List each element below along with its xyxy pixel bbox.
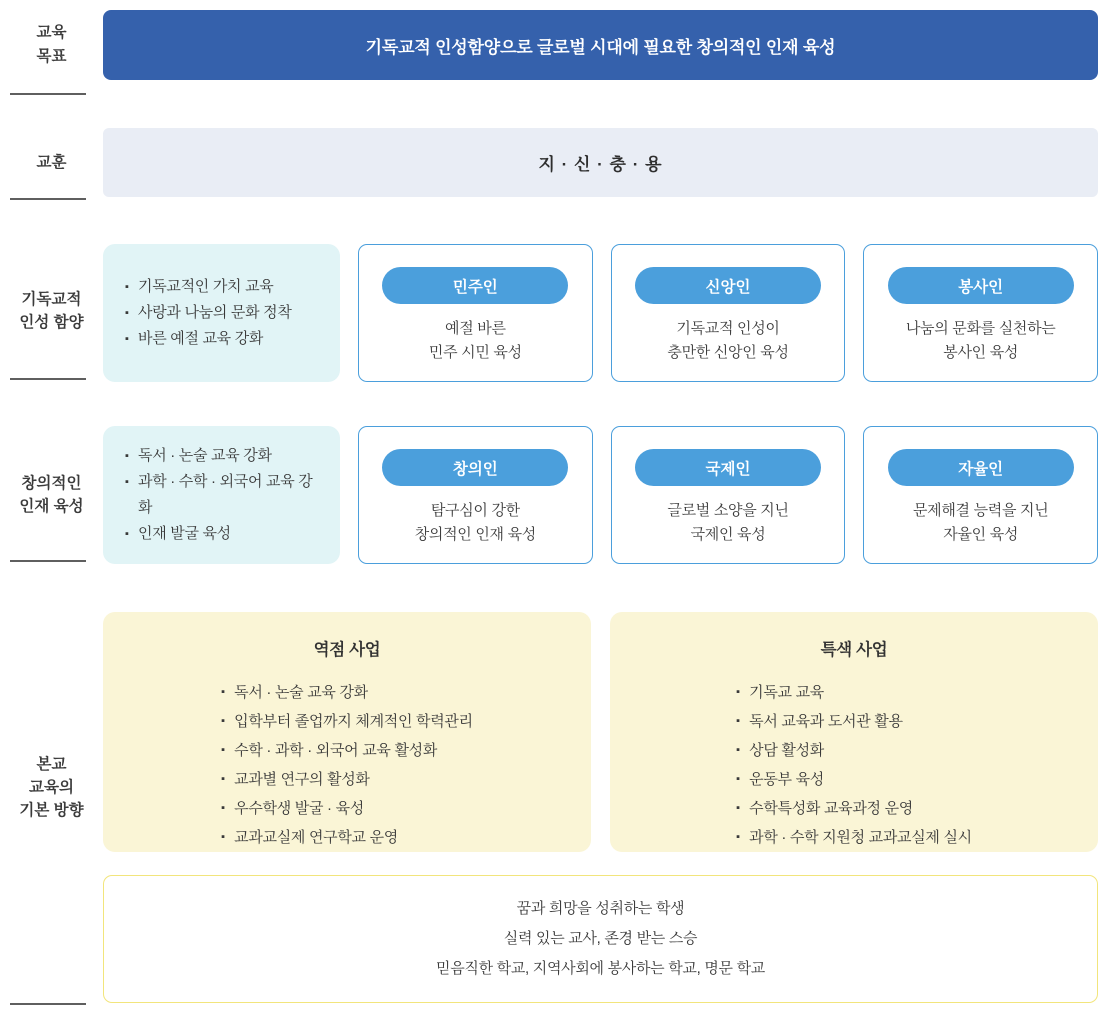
bullet-item: ▪ 교과교실제 연구학교 운영 xyxy=(221,823,473,852)
side-label-education-goal xyxy=(0,0,103,95)
persona-pill: 창의인 xyxy=(382,449,568,486)
bullet-item: ▪ 독서 교육과 도서관 활용 xyxy=(736,707,972,736)
persona-description xyxy=(612,317,845,365)
key-projects-title: 역점 사업 xyxy=(313,641,381,659)
goal-main xyxy=(103,0,1100,95)
creative-talent-strategies-box xyxy=(103,426,340,564)
section-basic-direction xyxy=(0,562,1100,1005)
side-label-basic-direction xyxy=(0,562,103,1005)
section-divider xyxy=(10,1003,86,1005)
creative-talent-main xyxy=(103,380,1100,562)
persona-card xyxy=(611,244,846,382)
persona-description-line: 기독교적 인성이 xyxy=(676,320,780,337)
bullet-item: ▪ 수학 · 과학 · 외국어 교육 활성화 xyxy=(221,736,473,765)
persona-pill: 자율인 xyxy=(888,449,1074,486)
bullet-item: ▪ 운동부 육성 xyxy=(736,765,972,794)
persona-description-line: 문제해결 능력을 지닌 xyxy=(912,502,1049,519)
bullet-item: ▪ 입학부터 졸업까지 체계적인 학력관리 xyxy=(221,707,473,736)
persona-pill: 봉사인 xyxy=(888,267,1074,304)
persona-pill: 국제인 xyxy=(635,449,821,486)
vision-line: 꿈과 희망을 성취하는 학생 xyxy=(516,900,685,917)
side-label-motto xyxy=(0,95,103,200)
side-label-line: 본교 xyxy=(36,755,67,773)
persona-card xyxy=(358,426,593,564)
bullet-item: ▪ 바른 예절 교육 강화 xyxy=(125,326,326,352)
side-label-line: 교육 xyxy=(36,24,67,42)
persona-description xyxy=(864,317,1097,365)
bullet-item: ▪ 상담 활성화 xyxy=(736,736,972,765)
persona-card xyxy=(358,244,593,382)
section-creative-talent xyxy=(0,380,1100,562)
persona-card xyxy=(863,244,1098,382)
section-character-education xyxy=(0,200,1100,380)
persona-description-line: 나눔의 문화를 실천하는 xyxy=(905,320,1056,337)
persona-description-line: 충만한 신앙인 육성 xyxy=(667,344,789,361)
strategy-bullet-list xyxy=(125,274,326,352)
side-label-character-education xyxy=(0,200,103,380)
side-label-creative-talent xyxy=(0,380,103,562)
strategy-bullet-list xyxy=(125,443,326,547)
special-projects-box xyxy=(610,612,1098,852)
persona-description-line: 글로벌 소양을 지닌 xyxy=(667,502,789,519)
persona-card xyxy=(611,426,846,564)
persona-pill: 신앙인 xyxy=(635,267,821,304)
vision-statement-box xyxy=(103,875,1098,1003)
special-projects-title: 특색 사업 xyxy=(820,641,888,659)
project-boxes-row xyxy=(103,612,1098,852)
persona-pill: 민주인 xyxy=(382,267,568,304)
motto-main xyxy=(103,95,1100,200)
bullet-item: ▪ 교과별 연구의 활성화 xyxy=(221,765,473,794)
bullet-item: ▪ 기독교적인 가치 교육 xyxy=(125,274,326,300)
bullet-item: ▪ 사랑과 나눔의 문화 정착 xyxy=(125,300,326,326)
bullet-item: ▪ 과학 · 수학 · 외국어 교육 강화 xyxy=(125,469,326,521)
persona-description-line: 예절 바른 xyxy=(445,320,506,337)
persona-description-line: 창의적인 인재 육성 xyxy=(414,526,536,543)
section-education-goal xyxy=(0,0,1100,95)
persona-description-line: 민주 시민 육성 xyxy=(428,344,522,361)
side-label-line: 교훈 xyxy=(36,153,67,171)
vision-line: 믿음직한 학교, 지역사회에 봉사하는 학교, 명문 학교 xyxy=(436,960,765,977)
bullet-item: ▪ 독서 · 논술 교육 강화 xyxy=(221,678,473,707)
bullet-item: ▪ 수학특성화 교육과정 운영 xyxy=(736,794,972,823)
persona-description-line: 봉사인 육성 xyxy=(943,344,1019,361)
persona-description xyxy=(359,317,592,365)
persona-card xyxy=(863,426,1098,564)
character-education-strategies-box xyxy=(103,244,340,382)
side-label-line: 기독교적 xyxy=(21,290,82,308)
key-projects-box xyxy=(103,612,591,852)
bullet-item: ▪ 독서 · 논술 교육 강화 xyxy=(125,443,326,469)
side-label-line: 목표 xyxy=(36,47,67,65)
character-education-main xyxy=(103,200,1100,380)
special-projects-list xyxy=(736,678,972,852)
bullet-item: ▪ 과학 · 수학 지원청 교과교실제 실시 xyxy=(736,823,972,852)
bullet-item: ▪ 기독교 교육 xyxy=(736,678,972,707)
vision-line: 실력 있는 교사, 존경 받는 스승 xyxy=(503,930,698,947)
section-motto xyxy=(0,95,1100,200)
bullet-item: ▪ 우수학생 발굴 · 육성 xyxy=(221,794,473,823)
persona-description-line: 국제인 육성 xyxy=(690,526,766,543)
basic-direction-main xyxy=(103,562,1100,1005)
side-label-line: 창의적인 xyxy=(21,474,82,492)
persona-description xyxy=(864,499,1097,547)
side-label-line: 인성 함양 xyxy=(19,314,84,331)
creative-talent-cards xyxy=(103,426,1098,564)
persona-description-line: 자율인 육성 xyxy=(943,526,1019,543)
side-label-line: 기본 방향 xyxy=(19,802,84,820)
persona-description-line: 탐구심이 강한 xyxy=(430,502,520,519)
persona-description xyxy=(359,499,592,547)
side-label-line: 인재 육성 xyxy=(19,498,84,515)
school-motto-bar: 지 · 신 · 충 · 용 xyxy=(103,128,1098,197)
side-label-line: 교육의 xyxy=(29,778,74,796)
persona-description xyxy=(612,499,845,547)
key-projects-list xyxy=(221,678,473,852)
education-goal-banner: 기독교적 인성함양으로 글로벌 시대에 필요한 창의적인 인재 육성 xyxy=(103,10,1098,80)
character-education-cards xyxy=(103,244,1098,382)
bullet-item: ▪ 인재 발굴 육성 xyxy=(125,521,326,547)
